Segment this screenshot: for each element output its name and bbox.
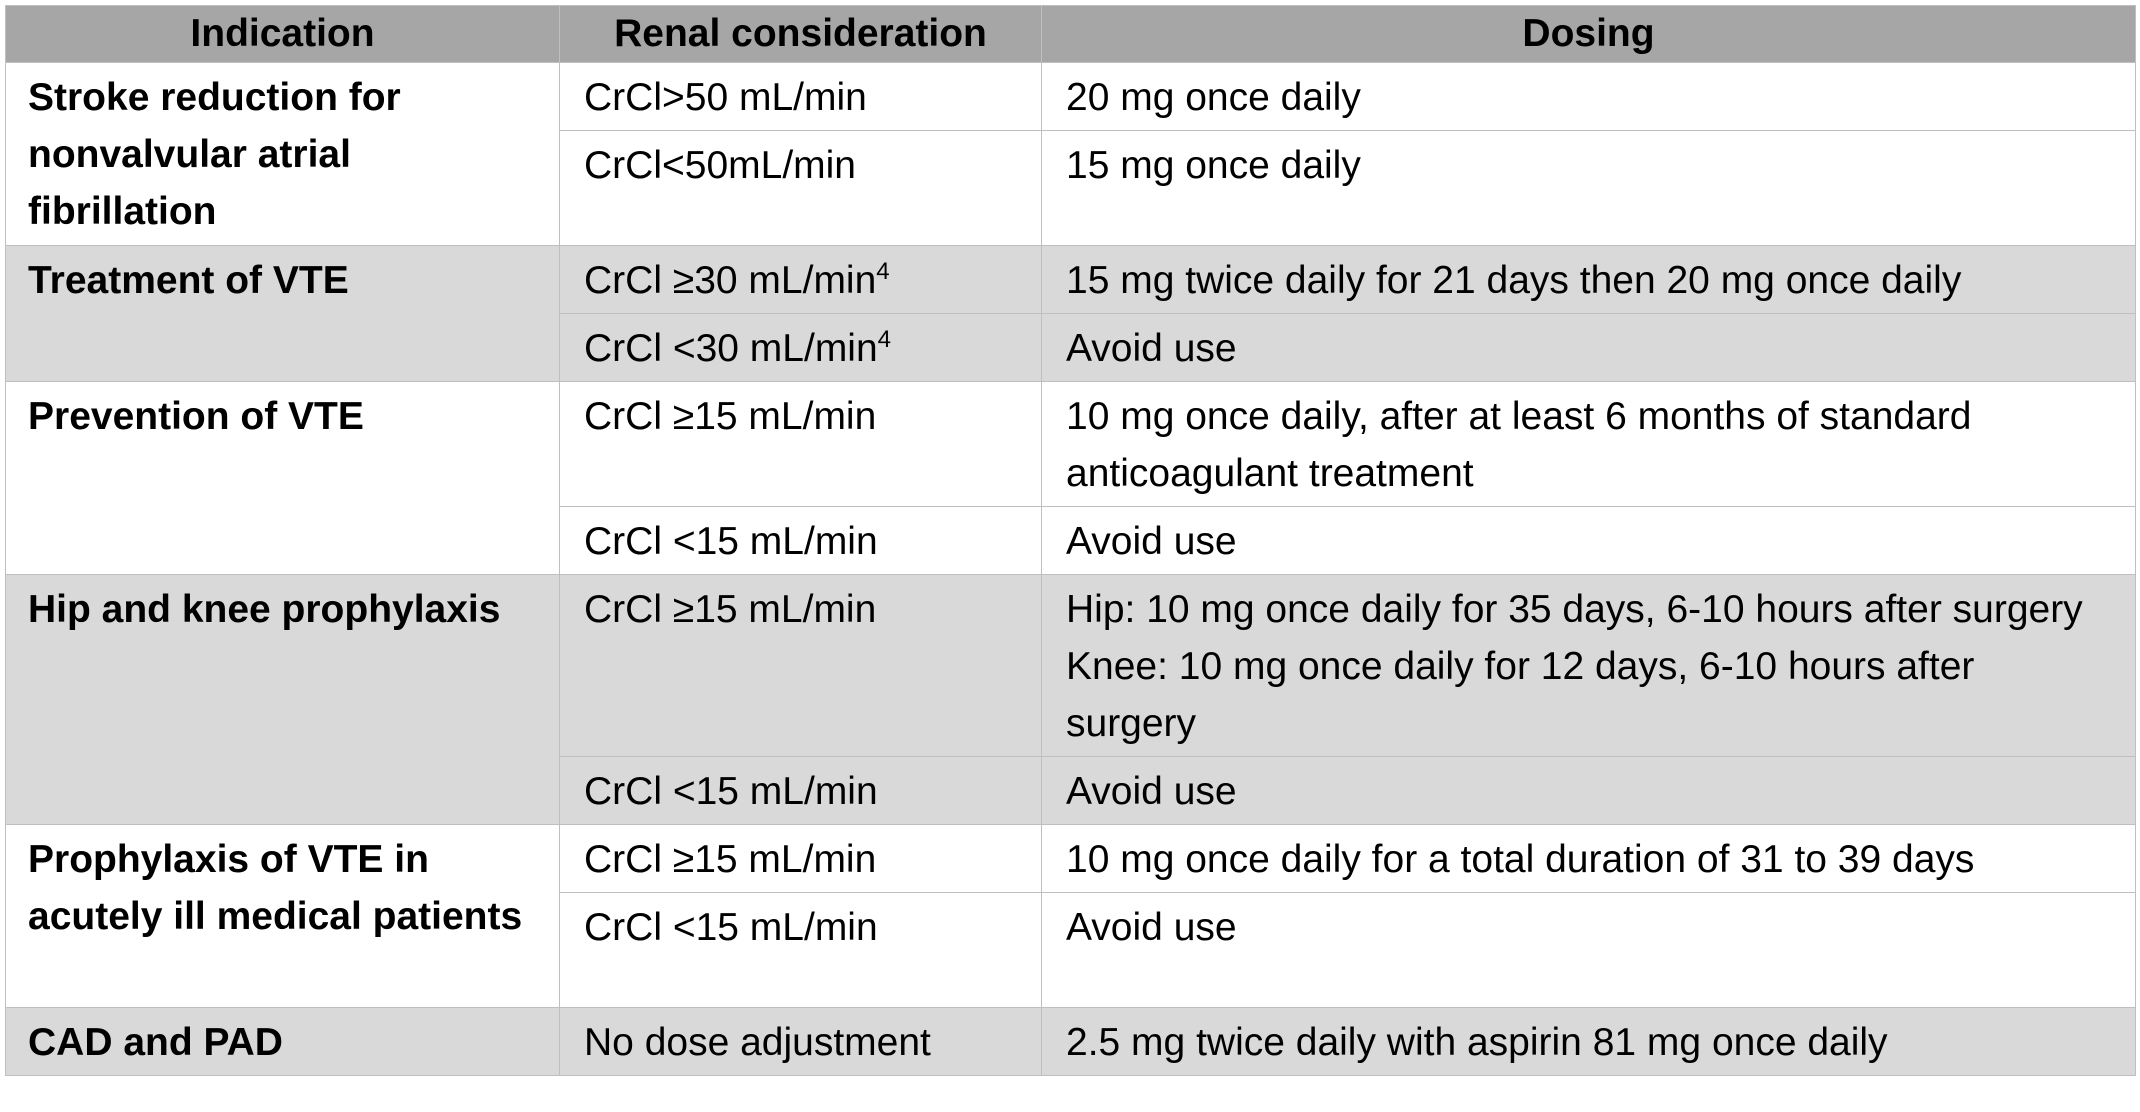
renal-cell: CrCl<50mL/min <box>560 131 1042 246</box>
dosing-hip: Hip: 10 mg once daily for 35 days, 6-10 hours after surgery <box>1066 588 2083 631</box>
table-row <box>6 575 2136 757</box>
table-row <box>6 1008 2136 1076</box>
renal-cell: No dose adjustment <box>560 1008 1042 1076</box>
header-renal-consideration: Renal consideration <box>560 6 1042 63</box>
indication-cell: Hip and knee prophylaxis <box>6 575 560 825</box>
dosing-cell: Avoid use <box>1042 507 2136 575</box>
renal-cell <box>560 314 1042 382</box>
renal-text: CrCl <30 mL/min <box>584 327 878 370</box>
renal-cell: CrCl ≥15 mL/min <box>560 382 1042 507</box>
header-dosing: Dosing <box>1042 6 2136 63</box>
renal-cell: CrCl ≥15 mL/min <box>560 575 1042 757</box>
indication-cell: CAD and PAD <box>6 1008 560 1076</box>
table-row <box>6 63 2136 131</box>
dosing-cell: Avoid use <box>1042 314 2136 382</box>
table-row <box>6 246 2136 314</box>
renal-cell: CrCl>50 mL/min <box>560 63 1042 131</box>
dosing-cell: 2.5 mg twice daily with aspirin 81 mg once daily <box>1042 1008 2136 1076</box>
footnote-ref: 4 <box>876 258 890 285</box>
dosing-cell: 15 mg once daily <box>1042 131 2136 246</box>
renal-cell <box>560 246 1042 314</box>
indication-cell: Prevention of VTE <box>6 382 560 575</box>
renal-cell: CrCl <15 mL/min <box>560 507 1042 575</box>
dosing-cell: Avoid use <box>1042 893 2136 1008</box>
dosing-cell: 15 mg twice daily for 21 days then 20 mg once daily <box>1042 246 2136 314</box>
renal-cell: CrCl <15 mL/min <box>560 893 1042 1008</box>
dosing-cell <box>1042 575 2136 757</box>
dosing-table <box>5 5 2136 1076</box>
indication-cell: Prophylaxis of VTE in acutely ill medical patients <box>6 825 560 1008</box>
renal-cell: CrCl <15 mL/min <box>560 757 1042 825</box>
indication-cell: Stroke reduction for nonvalvular atrial fibrillation <box>6 63 560 246</box>
dosing-cell: 10 mg once daily for a total duration of 31 to 39 days <box>1042 825 2136 893</box>
dosing-cell: Avoid use <box>1042 757 2136 825</box>
footnote-ref: 4 <box>877 326 892 353</box>
renal-cell: CrCl ≥15 mL/min <box>560 825 1042 893</box>
header-row <box>6 6 2136 63</box>
renal-text: CrCl ≥30 mL/min <box>584 259 877 302</box>
dosing-cell: 20 mg once daily <box>1042 63 2136 131</box>
dosing-cell: 10 mg once daily, after at least 6 months of standard anticoagulant treatment <box>1042 382 2136 507</box>
table-row <box>6 825 2136 893</box>
dosing-knee: Knee: 10 mg once daily for 12 days, 6-10 hours after surgery <box>1066 645 1975 745</box>
header-indication: Indication <box>6 6 560 63</box>
table-row <box>6 382 2136 507</box>
indication-cell: Treatment of VTE <box>6 246 560 382</box>
